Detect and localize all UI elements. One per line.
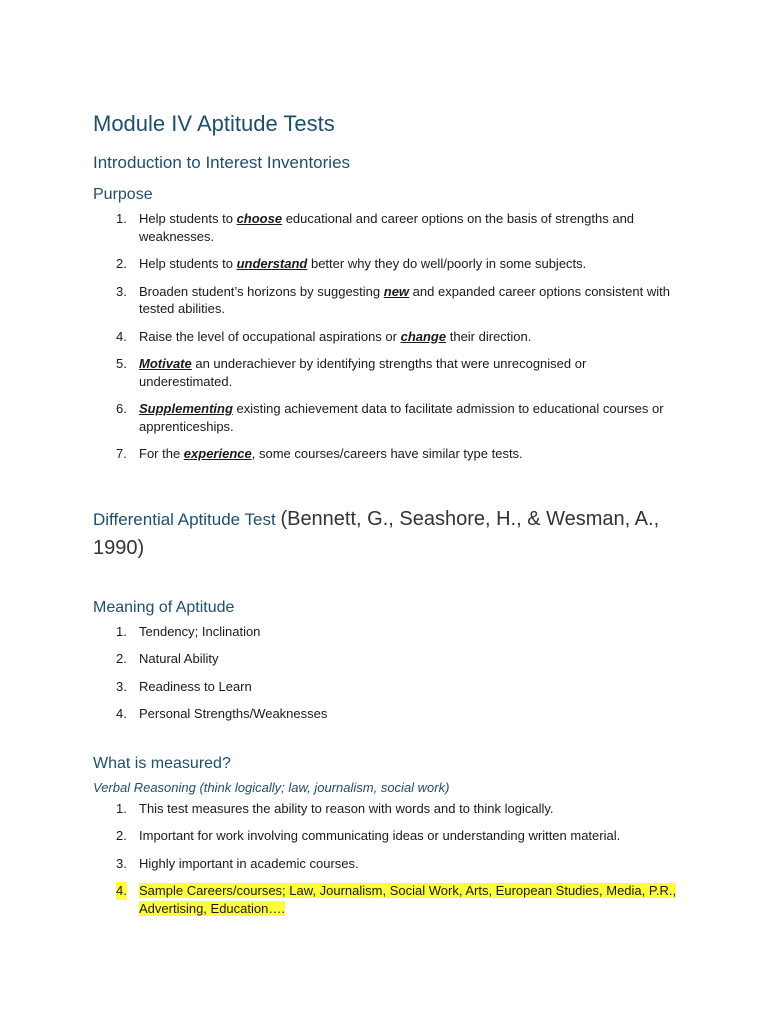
- list-number: 3.: [116, 855, 127, 871]
- measured-heading: What is measured?: [93, 754, 231, 772]
- item-text: Readiness to Learn: [139, 678, 252, 694]
- highlighted-text: Sample Careers/courses; Law, Journalism, Social Work, Arts, European Studies, Media, P.R., Advertising, Education….: [139, 883, 677, 916]
- item-text: Natural Ability: [139, 651, 219, 666]
- list-number: 4.: [116, 883, 127, 898]
- item-text: Help students to: [139, 256, 237, 271]
- meaning-section: [93, 597, 683, 723]
- meaning-item: [93, 678, 683, 696]
- verbal-list: [93, 800, 683, 918]
- emphasized-word: choose: [236, 211, 283, 226]
- meaning-item: [93, 650, 683, 668]
- list-number: 5.: [116, 356, 127, 371]
- list-number: 2.: [116, 828, 127, 843]
- item-text: , some courses/careers have similar type tests.: [251, 446, 523, 461]
- list-number: 1.: [116, 211, 127, 226]
- item-text: Important for work involving communicating ideas or understanding written material.: [139, 828, 621, 843]
- item-text: Broaden student’s horizons by suggesting: [139, 283, 384, 299]
- item-text: Tendency; Inclination: [139, 623, 261, 639]
- purpose-item: [93, 328, 683, 346]
- meaning-heading: Meaning of Aptitude: [93, 598, 235, 616]
- list-number: 2.: [116, 256, 127, 271]
- meaning-item: [93, 705, 683, 723]
- item-text: an underachiever by identifying strengths that were unrecognised or underestimated.: [139, 356, 587, 389]
- intro-heading: Introduction to Interest Inventories: [93, 153, 351, 172]
- item-text: This test measures the ability to reason with words and to think logically.: [139, 800, 554, 816]
- emphasized-word: understand: [236, 256, 308, 271]
- item-text: existing achievement data to facilitate admission to educational courses or apprenticeships.: [139, 401, 664, 434]
- list-number: 1.: [116, 800, 127, 816]
- item-text: For the: [139, 446, 184, 461]
- item-text: better why they do well/poorly in some subjects.: [307, 256, 587, 271]
- list-number: 7.: [116, 446, 127, 461]
- emphasized-word: Motivate: [139, 356, 192, 371]
- verbal-item: [93, 827, 683, 845]
- verbal-item: [93, 855, 683, 873]
- purpose-heading: Purpose: [93, 186, 153, 203]
- purpose-item: [93, 210, 683, 245]
- item-text: their direction.: [446, 328, 532, 344]
- purpose-item: [93, 355, 683, 390]
- emphasized-word: Supplementing: [139, 401, 233, 416]
- verbal-subheading: Verbal Reasoning (think logically; law, journalism, social work): [93, 779, 450, 795]
- meaning-list: [93, 623, 683, 723]
- list-number: 2.: [116, 651, 127, 666]
- purpose-item: [93, 255, 683, 273]
- purpose-item: [93, 400, 683, 435]
- list-number: 4.: [116, 328, 127, 344]
- verbal-item-highlighted: [93, 882, 683, 917]
- dat-citation: (Bennett, G., Seashore, H., & Wesman, A., 1990): [93, 507, 660, 559]
- item-text: and expanded career options consistent with tested abilities.: [139, 283, 670, 316]
- purpose-list: [93, 210, 683, 463]
- list-number: 4.: [116, 706, 127, 721]
- verbal-item: [93, 800, 683, 818]
- item-text: Highly important in academic courses.: [139, 855, 359, 871]
- emphasized-word: new: [383, 283, 410, 299]
- list-number: 6.: [116, 401, 127, 416]
- purpose-item: [93, 283, 683, 318]
- item-text: educational and career options on the basis of strengths and weaknesses.: [139, 211, 635, 244]
- list-number: 3.: [116, 678, 127, 694]
- list-number: 3.: [116, 283, 127, 299]
- dat-heading: [93, 505, 683, 563]
- item-text: Help students to: [139, 211, 237, 226]
- document-content: [93, 108, 683, 927]
- purpose-item: [93, 445, 683, 463]
- list-number: 1.: [116, 623, 127, 639]
- item-text: Personal Strengths/Weaknesses: [139, 706, 328, 721]
- measured-section: [93, 753, 683, 918]
- meaning-item: [93, 623, 683, 641]
- emphasized-word: experience: [183, 446, 252, 461]
- dat-heading-text: Differential Aptitude Test: [93, 509, 281, 529]
- page-title: Module IV Aptitude Tests: [93, 111, 335, 136]
- item-text: Raise the level of occupational aspirations or: [139, 328, 401, 344]
- emphasized-word: change: [400, 328, 447, 344]
